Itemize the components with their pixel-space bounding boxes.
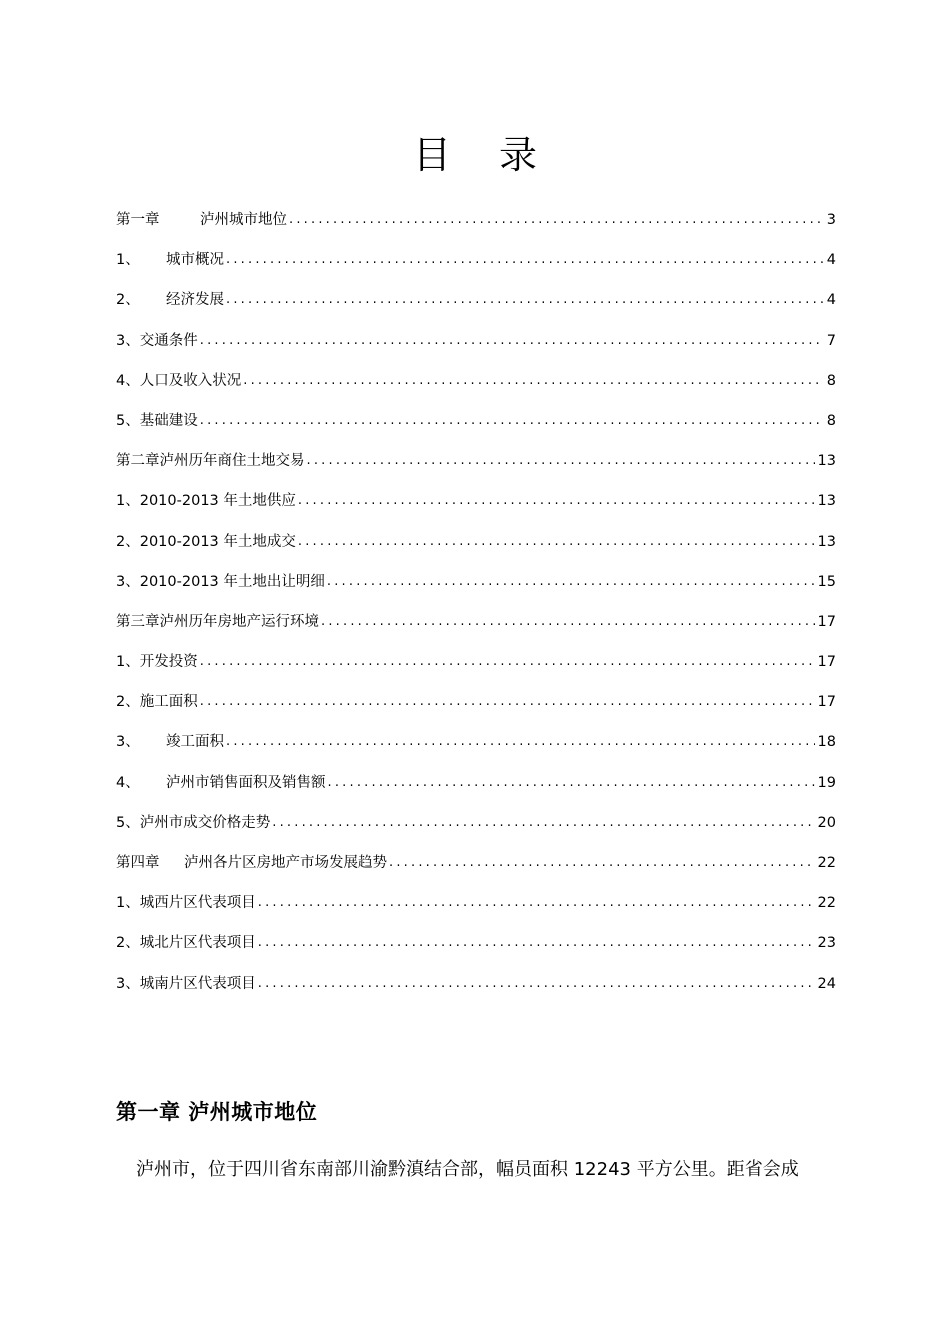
toc-page-number: 7 [826,332,836,349]
toc-entry-title: 城市概况 [166,252,224,269]
toc-entry-number: 3、 [116,975,140,992]
toc-dot-leader [298,488,815,514]
toc-entry[interactable] [116,448,836,488]
toc-page-number: 4 [826,252,836,269]
toc-page-number: 17 [817,654,836,671]
toc-entry-number: 1、 [116,895,140,912]
toc-page-number: 17 [817,613,836,630]
toc-dot-leader [389,850,815,876]
toc-entry-title: 城南片区代表项目 [139,975,256,992]
toc-dot-leader [258,890,815,916]
toc-dot-leader [243,368,823,394]
toc-entry[interactable] [116,971,836,1011]
toc-page-number: 13 [817,533,836,550]
toc-entry[interactable] [116,247,836,287]
toc-entry[interactable] [116,810,836,850]
toc-entry-title: 开发投资 [139,654,198,671]
toc-entry-number: 第四章 [116,855,160,871]
toc-entry[interactable] [116,890,836,930]
toc-entry-title: 泸州各片区房地产市场发展趋势 [184,855,387,871]
toc-page-number: 3 [826,212,836,228]
toc-entry-title: 城西片区代表项目 [139,895,256,912]
toc-entry-number: 1、 [116,654,140,671]
toc-entry-number: 1、 [116,493,140,510]
toc-dot-leader [298,529,815,555]
toc-entry-number: 3、 [116,332,140,349]
toc-dot-leader [328,770,815,796]
toc-entry-number: 2、 [116,292,140,309]
toc-entry-title: 基础建设 [139,412,198,429]
toc-entry-number: 5、 [116,412,140,429]
toc-page-number: 13 [817,453,836,470]
toc-entry[interactable] [116,488,836,528]
toc-entry[interactable] [116,207,836,247]
toc-entry[interactable] [116,287,836,327]
toc-page-number: 15 [817,573,836,590]
toc-entry-number: 第二章 [116,453,160,470]
toc-entry-title: 城北片区代表项目 [139,935,256,952]
toc-entry-title: 泸州市成交价格走势 [139,814,271,831]
toc-entry-number: 2、 [116,935,140,952]
toc-entry-number: 5、 [116,814,140,831]
toc-entry[interactable] [116,729,836,769]
toc-entry-title: 交通条件 [139,332,198,349]
toc-dot-leader [200,689,815,715]
toc-entry-title: 施工面积 [139,694,198,711]
toc-entry-title: 2010-2013 年土地供应 [139,493,296,510]
toc-page-number: 17 [817,694,836,711]
toc-entry-number: 第一章 [116,212,160,228]
toc-dot-leader [289,207,823,233]
toc-dot-leader [272,810,814,836]
toc-entry[interactable] [116,529,836,569]
toc-page-number: 20 [817,814,836,831]
toc-entry-number: 2、 [116,533,140,550]
toc-entry-number: 1、 [116,252,140,269]
toc-dot-leader [258,971,815,997]
toc-entry-title: 泸州市销售面积及销售额 [166,774,326,791]
toc-page-number: 24 [817,975,836,992]
toc-entry-title: 人口及收入状况 [139,372,242,389]
toc-entry[interactable] [116,689,836,729]
toc-dot-leader [321,609,815,635]
toc-dot-leader [200,408,823,434]
toc-entry-number: 3、 [116,734,140,751]
toc-entry[interactable] [116,569,836,609]
toc-page-number: 8 [826,372,836,389]
toc-entry-title: 经济发展 [166,292,224,309]
toc-entry[interactable] [116,770,836,810]
toc-entry[interactable] [116,408,836,448]
toc-entry-title: 泸州历年商住土地交易 [159,453,305,470]
toc-entry[interactable] [116,368,836,408]
toc-entry-title: 泸州历年房地产运行环境 [159,613,319,630]
toc-entry-number: 第三章 [116,613,160,630]
toc-page-number: 22 [817,855,836,871]
toc-entry-number: 2、 [116,694,140,711]
toc-dot-leader [258,930,815,956]
body-paragraph: 泸州市，位于四川省东南部川渝黔滇结合部，幅员面积 12243 平方公里。距省会成 [136,1159,799,1180]
toc-page-number: 8 [826,412,836,429]
toc-entry-title: 泸州城市地位 [200,212,287,228]
toc-page-number: 22 [817,895,836,912]
toc-entry-number: 4、 [116,372,140,389]
toc-entry[interactable] [116,930,836,970]
toc-page-number: 19 [817,774,836,791]
toc-entry-title: 2010-2013 年土地出让明细 [139,573,325,590]
toc-entry[interactable] [116,328,836,368]
toc-entry[interactable] [116,649,836,689]
table-of-contents [116,207,836,1011]
toc-entry-number: 4、 [116,774,140,791]
toc-page-number: 13 [817,493,836,510]
toc-entry-number: 3、 [116,573,140,590]
toc-dot-leader [200,328,823,354]
toc-dot-leader [226,287,823,313]
toc-entry[interactable] [116,609,836,649]
toc-dot-leader [226,247,823,273]
toc-entry-title: 竣工面积 [166,734,224,751]
chapter-heading: 第一章 泸州城市地位 [116,1100,318,1124]
toc-title: 目 录 [412,133,556,177]
toc-page-number: 4 [826,292,836,309]
toc-page-number: 23 [817,935,836,952]
toc-dot-leader [200,649,815,675]
toc-dot-leader [226,729,815,755]
toc-page-number: 18 [817,734,836,751]
toc-entry-title: 2010-2013 年土地成交 [139,533,296,550]
toc-dot-leader [307,448,815,474]
toc-entry[interactable] [116,850,836,890]
toc-dot-leader [327,569,815,595]
